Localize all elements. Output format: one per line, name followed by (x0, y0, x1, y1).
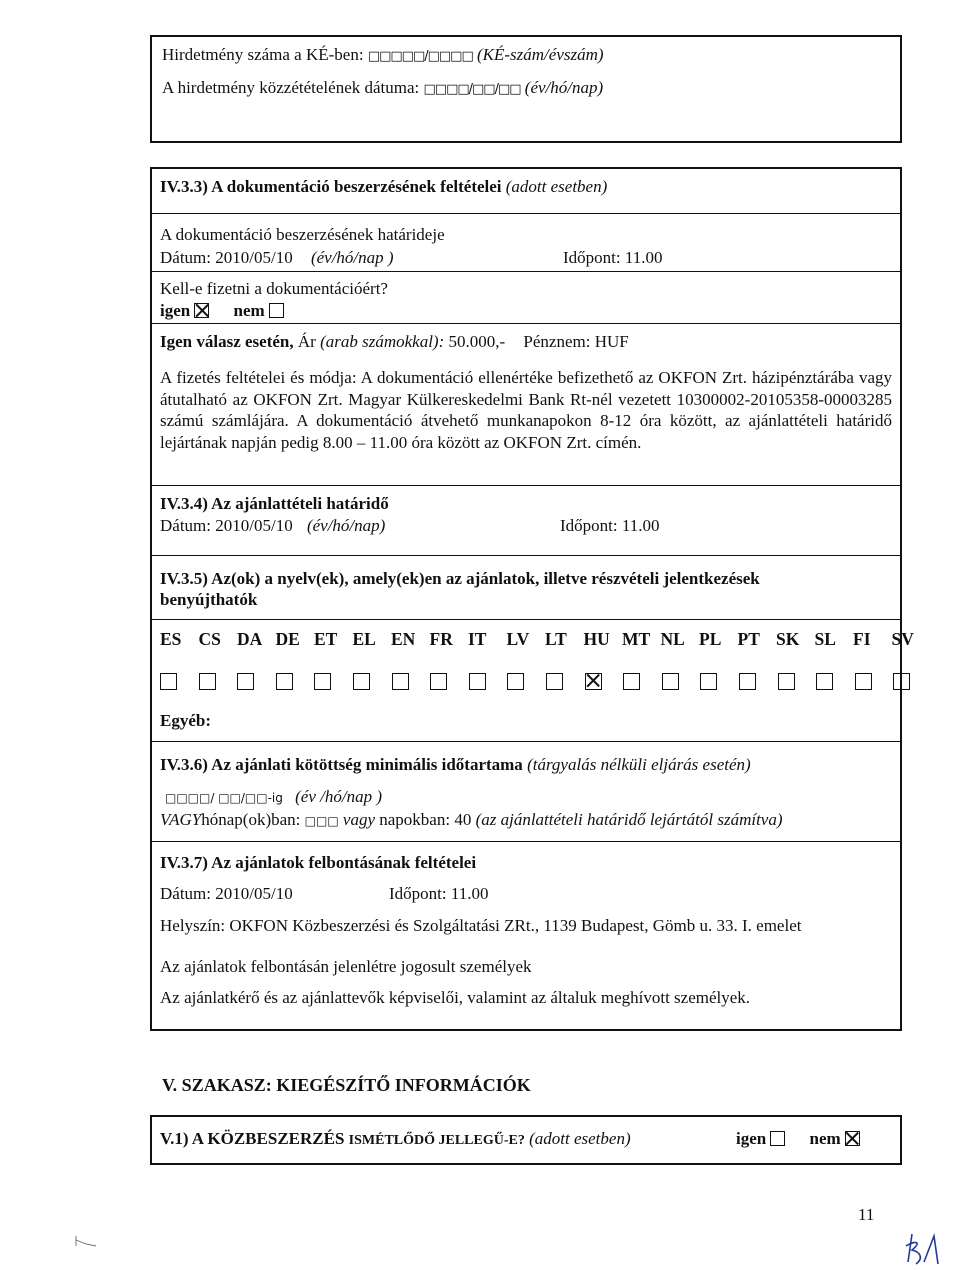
lang-code-fr: FR (429, 629, 453, 649)
publication-date-hint: (év/hó/nap) (524, 78, 604, 97)
s333-heading: IV.3.3) A dokumentáció beszerzésének feltételei (adott esetben) (160, 177, 608, 196)
lang-checkbox-lt[interactable] (546, 673, 563, 690)
lang-checkbox-de[interactable] (276, 673, 293, 690)
lang-checkbox-pt[interactable] (739, 673, 756, 690)
language-codes (160, 629, 919, 650)
lang-code-hu: HU (583, 629, 610, 649)
notice-number-line (162, 45, 604, 65)
lang-checkbox-hu[interactable] (585, 673, 602, 690)
s333-pay-answer: igen nem (160, 301, 284, 321)
s335-heading-1: IV.3.5) Az(ok) a nyelv(ek), amely(ek)en az ajánlatok, illetve részvételi jelentkezések (160, 569, 760, 588)
s333-deadline-label: A dokumentáció beszerzésének határideje (160, 225, 445, 244)
lang-checkbox-fr[interactable] (430, 673, 447, 690)
lang-checkbox-sk[interactable] (778, 673, 795, 690)
v1-igen-checkbox[interactable] (770, 1131, 785, 1146)
lang-code-lt: LT (545, 629, 567, 649)
s333-pay-question: Kell-e fizetni a dokumentációért? (160, 279, 388, 298)
lang-code-pl: PL (699, 629, 722, 649)
s337-place: Helyszín: OKFON Közbeszerzési és Szolgáltatási ZRt., 1139 Budapest, Gömb u. 33. I. emelet (160, 916, 802, 935)
lang-checkbox-cs[interactable] (199, 673, 216, 690)
lang-code-de: DE (275, 629, 300, 649)
notice-number-boxes: □□□□□/□□□□ (367, 49, 473, 64)
v1-answer: igen nem (736, 1129, 860, 1149)
corner-mark (70, 1232, 100, 1252)
language-checkboxes (160, 673, 932, 693)
s333-price: Igen válasz esetén, Ár (arab számokkal): 50.000,- Pénznem: HUF (160, 332, 629, 351)
lang-checkbox-fi[interactable] (855, 673, 872, 690)
igen-checkbox[interactable] (194, 303, 209, 318)
lang-code-et: ET (314, 629, 338, 649)
s333-time: Időpont: 11.00 (563, 248, 663, 267)
s336-heading: IV.3.6) Az ajánlati kötöttség minimális időtartama (tárgyalás nélküli eljárás esetén) (160, 755, 751, 774)
lang-code-es: ES (160, 629, 182, 649)
publication-date-label: A hirdetmény közzétételének dátuma: (162, 78, 420, 97)
lang-checkbox-da[interactable] (237, 673, 254, 690)
s337-persons-label: Az ajánlatok felbontásán jelenlétre jogosult személyek (160, 957, 532, 976)
lang-code-en: EN (391, 629, 416, 649)
lang-code-nl: NL (660, 629, 685, 649)
v1-nem-checkbox[interactable] (845, 1131, 860, 1146)
nem-checkbox[interactable] (269, 303, 284, 318)
s333-payment-terms: A fizetés feltételei és módja: A dokumentáció ellenértéke befizethető az OKFON Zrt. házipénztárába vagy átutalható az OKFON Zrt. Magyar Külkereskedelmi Bank Rt-nél vezetett 10300002-20105358-00003285 számú számlájára. A dokumentáció átvehető munkanapokon 8-12 óra között, az ajánlattételi határidő lejártának napján pedig 8.00 – 11.00 óra között az OKFON Zrt. címén. (160, 368, 892, 452)
lang-code-sl: SL (814, 629, 836, 649)
lang-code-lv: LV (506, 629, 530, 649)
s334-date: Dátum: 2010/05/10 (év/hó/nap) (160, 516, 386, 535)
section-v-title: V. SZAKASZ: KIEGÉSZÍTŐ INFORMÁCIÓK (162, 1075, 531, 1095)
lang-code-mt: MT (622, 629, 651, 649)
s337-date: Dátum: 2010/05/10 (160, 884, 293, 903)
lang-checkbox-sl[interactable] (816, 673, 833, 690)
lang-code-fi: FI (853, 629, 871, 649)
publication-date-line (162, 78, 603, 98)
lang-code-it: IT (468, 629, 487, 649)
lang-checkbox-sv[interactable] (893, 673, 910, 690)
lang-code-sv: SV (891, 629, 914, 649)
s336-date: □□□□/ □□/□□-ig (év /hó/nap ) (165, 787, 382, 806)
signature-mark (898, 1228, 948, 1268)
lang-checkbox-lv[interactable] (507, 673, 524, 690)
lang-checkbox-nl[interactable] (662, 673, 679, 690)
s335-heading-2: benyújthatók (160, 590, 258, 609)
notice-number-label: Hirdetmény száma a KÉ-ben: (162, 45, 364, 64)
lang-checkbox-it[interactable] (469, 673, 486, 690)
notice-number-hint: (KÉ-szám/évszám) (477, 45, 604, 64)
lang-checkbox-et[interactable] (314, 673, 331, 690)
lang-checkbox-pl[interactable] (700, 673, 717, 690)
page-number: 11 (858, 1205, 875, 1224)
lang-code-cs: CS (198, 629, 221, 649)
lang-code-pt: PT (737, 629, 760, 649)
v1-question: V.1) A KÖZBESZERZÉS ISMÉTLŐDŐ JELLEGŰ-E? (adott esetben) (160, 1129, 631, 1148)
lang-code-el: EL (352, 629, 376, 649)
s333-date: Dátum: 2010/05/10 (év/hó/nap ) (160, 248, 394, 267)
s334-time: Időpont: 11.00 (560, 516, 660, 535)
lang-code-da: DA (237, 629, 263, 649)
publication-date-boxes: □□□□/□□/□□ (423, 82, 521, 97)
lang-checkbox-mt[interactable] (623, 673, 640, 690)
s337-heading: IV.3.7) Az ajánlatok felbontásának feltételei (160, 853, 477, 872)
lang-checkbox-es[interactable] (160, 673, 177, 690)
s334-heading: IV.3.4) Az ajánlattételi határidő (160, 494, 389, 513)
lang-code-sk: SK (776, 629, 800, 649)
lang-checkbox-en[interactable] (392, 673, 409, 690)
s337-time: Időpont: 11.00 (389, 884, 489, 903)
s336-months-days: VAGYhónap(ok)ban: □□□ vagy napokban: 40 (az ajánlattételi határidő lejártától számítva) (160, 810, 783, 829)
lang-checkbox-el[interactable] (353, 673, 370, 690)
s337-persons: Az ajánlatkérő és az ajánlattevők képviselői, valamint az általuk meghívott személyek. (160, 988, 751, 1007)
s335-other: Egyéb: (160, 711, 211, 730)
